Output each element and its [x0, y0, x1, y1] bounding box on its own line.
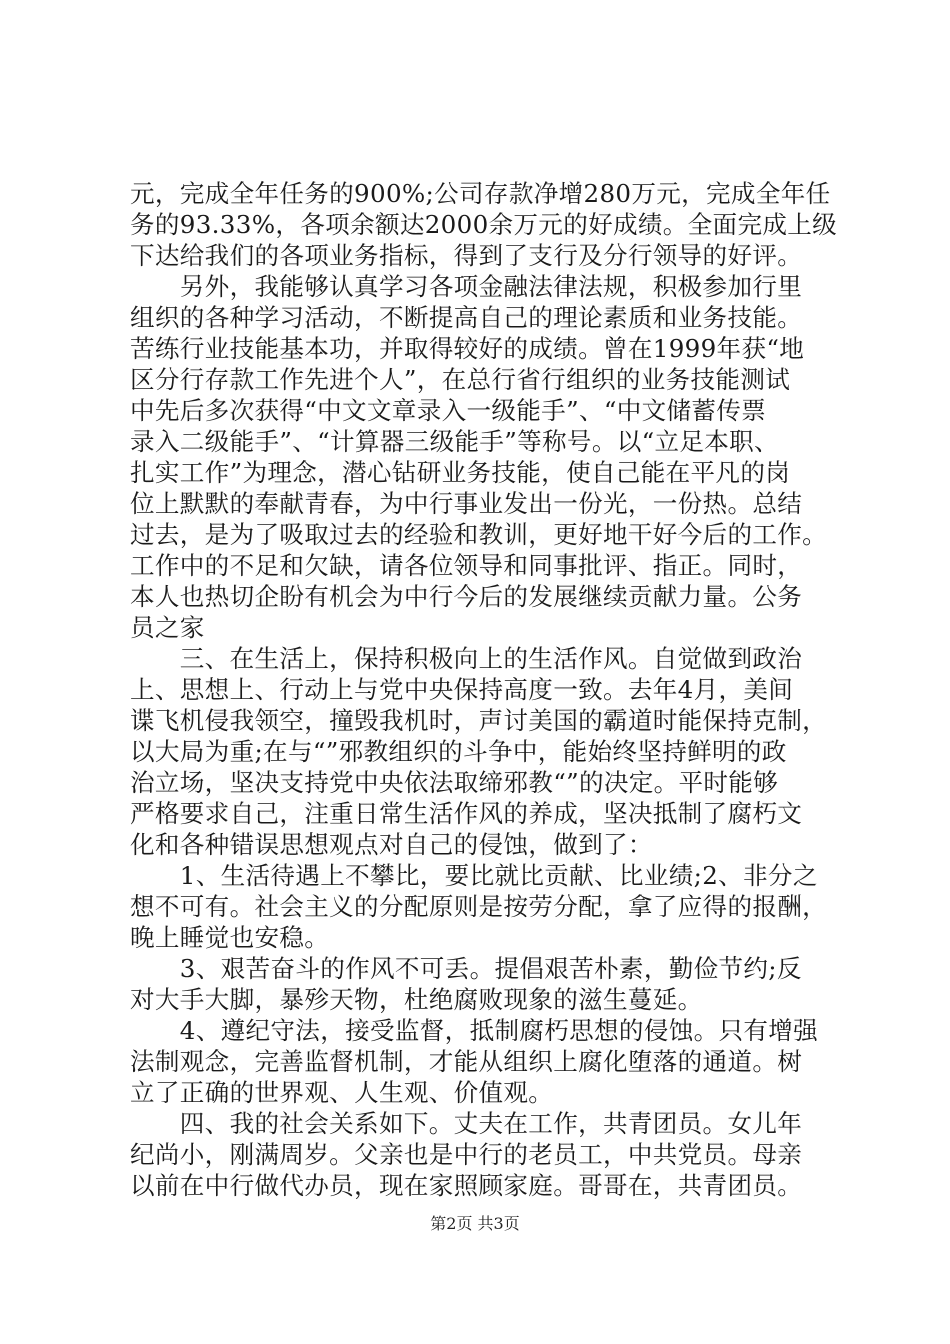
- text-line: 以大局为重;在与“”邪教组织的斗争中，能始终坚持鲜明的政: [130, 737, 787, 766]
- text-line: 录入二级能手”、“计算器三级能手”等称号。以“立足本职、: [130, 427, 779, 456]
- page-number-footer: 第2页 共3页: [430, 1214, 520, 1233]
- text-line: 区分行存款工作先进个人”，在总行省行组织的业务技能测试: [130, 365, 791, 394]
- text-line: 工作中的不足和欠缺，请各位领导和同事批评、指正。同时，: [130, 551, 803, 580]
- text-line: 法制观念，完善监督机制，才能从组织上腐化堕落的通道。树: [130, 1047, 803, 1076]
- text-line: 1、生活待遇上不攀比，要比就比贡献、比业绩;2、非分之: [130, 861, 818, 890]
- text-line: 对大手大脚，暴殄天物，杜绝腐败现象的滋生蔓延。: [130, 985, 703, 1014]
- text-line: 以前在中行做代办员，现在家照顾家庭。哥哥在，共青团员。: [130, 1171, 803, 1200]
- text-line: 化和各种错误思想观点对自己的侵蚀，做到了：: [130, 830, 653, 859]
- text-line: 治立场，坚决支持党中央依法取缔邪教“”的决定。平时能够: [130, 768, 779, 797]
- text-line: 严格要求自己，注重日常生活作风的养成，坚决抵制了腐朽文: [130, 799, 803, 828]
- text-line: 4、遵纪守法，接受监督，抵制腐朽思想的侵蚀。只有增强: [130, 1016, 819, 1045]
- text-line: 过去，是为了吸取过去的经验和教训，更好地干好今后的工作。: [130, 520, 828, 549]
- text-line: 想不可有。社会主义的分配原则是按劳分配，拿了应得的报酬，: [130, 892, 828, 921]
- text-line: 本人也热切企盼有机会为中行今后的发展继续贡献力量。公务: [130, 582, 803, 611]
- text-line: 下达给我们的各项业务指标，得到了支行及分行领导的好评。: [130, 241, 803, 270]
- text-line: 另外，我能够认真学习各项金融法律法规，积极参加行里: [130, 272, 803, 301]
- text-line: 位上默默的奉献青春，为中行事业发出一份光，一份热。总结: [130, 489, 803, 518]
- text-line: 3、艰苦奋斗的作风不可丢。提倡艰苦朴素，勤俭节约;反: [130, 954, 802, 983]
- text-line: 组织的各种学习活动，不断提高自己的理论素质和业务技能。: [130, 303, 803, 332]
- text-line: 苦练行业技能基本功，并取得较好的成绩。曾在1999年获“地: [130, 334, 805, 363]
- text-line: 三、在生活上，保持积极向上的生活作风。自觉做到政治: [130, 644, 803, 673]
- text-line: 四、我的社会关系如下。丈夫在工作，共青团员。女儿年: [130, 1109, 803, 1138]
- text-line: 务的93.33%，各项余额达2000余万元的好成绩。全面完成上级: [130, 210, 838, 239]
- text-line: 员之家: [130, 613, 205, 642]
- text-line: 立了正确的世界观、人生观、价值观。: [130, 1078, 554, 1107]
- text-line: 扎实工作”为理念，潜心钻研业务技能，使自己能在平凡的岗: [130, 458, 791, 487]
- text-line: 纪尚小，刚满周岁。父亲也是中行的老员工，中共党员。母亲: [130, 1140, 803, 1169]
- text-line: 晚上睡觉也安稳。: [130, 923, 330, 952]
- text-line: 元，完成全年任务的900%;公司存款净增280万元，完成全年任: [130, 179, 831, 208]
- text-line: 中先后多次获得“中文文章录入一级能手”、“中文储蓄传票: [130, 396, 767, 425]
- text-line: 上、思想上、行动上与党中央保持高度一致。去年4月，美间: [130, 675, 794, 704]
- text-line: 谍飞机侵我领空，撞毁我机时，声讨美国的霸道时能保持克制，: [130, 706, 828, 735]
